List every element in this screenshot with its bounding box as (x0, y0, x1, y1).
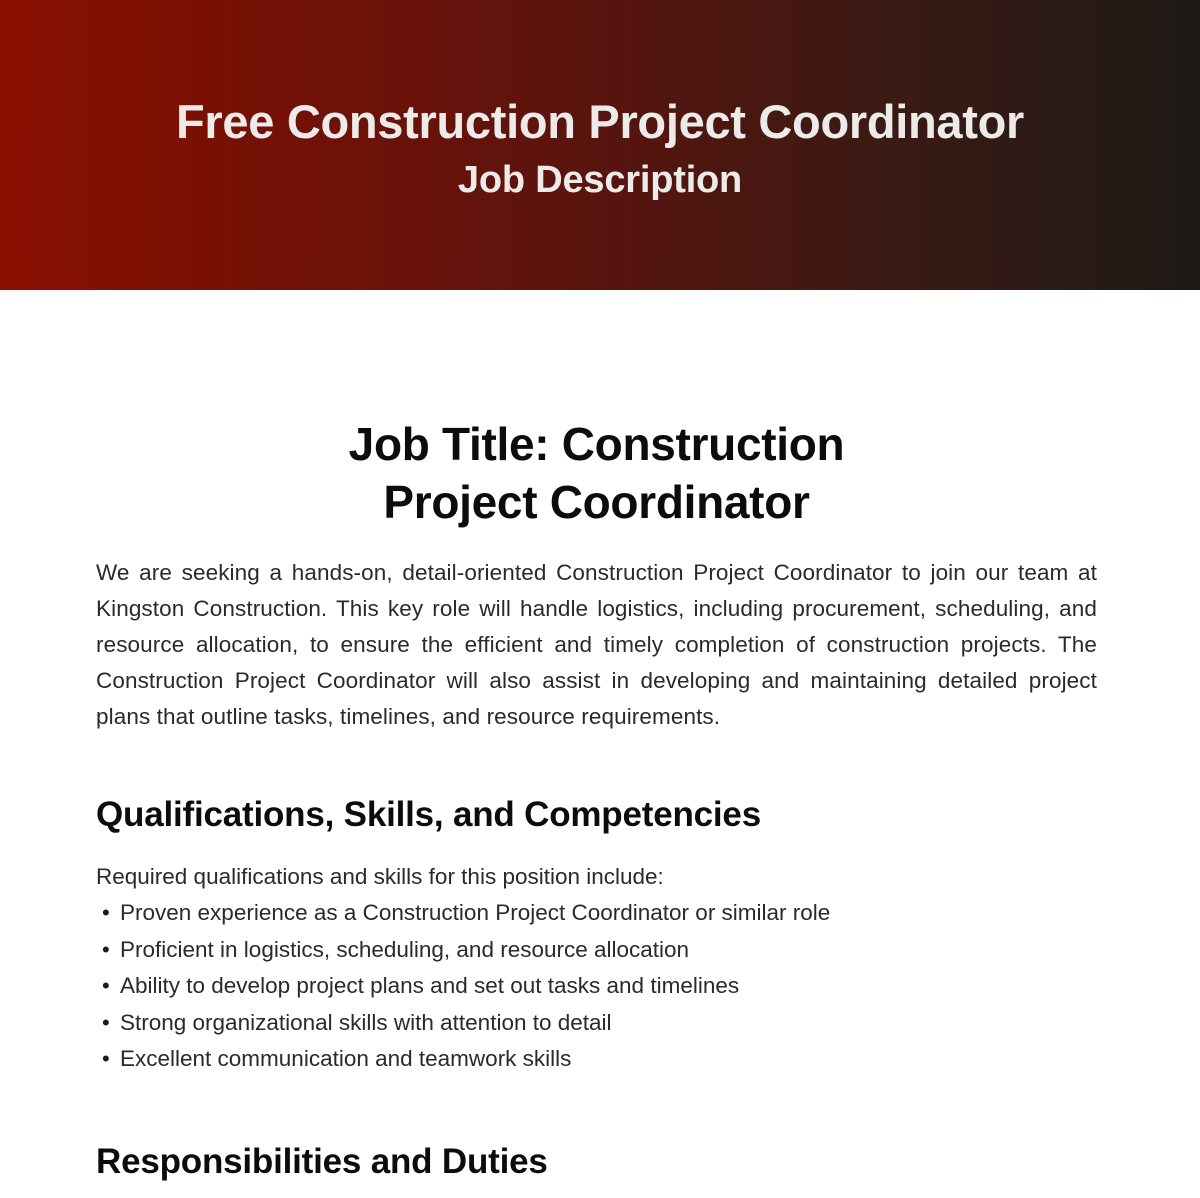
document-subtitle: Job Description (457, 159, 743, 201)
qualifications-list (96, 895, 1097, 1078)
list-item-text: Strong organizational skills with attention to detail (120, 1009, 612, 1035)
qualifications-heading: Qualifications, Skills, and Competencies (96, 795, 761, 834)
intro-paragraph: We are seeking a hands-on, detail-oriented Construction Project Coordinator to join our team at Kingston Construction. This key role will handle logistics, including procurement, scheduling, and resource allocation, to ensure the efficient and timely completion of construction projects. The Construction Project Coordinator will also assist in developing and maintaining detailed project plans that outline tasks, timelines, and resource requirements. (96, 560, 1097, 729)
bullet-icon: • (102, 1046, 110, 1071)
list-item (96, 1005, 1097, 1042)
document-body (96, 290, 1097, 1184)
document-title: Free Construction Project Coordinator (175, 95, 1025, 148)
list-item (96, 968, 1097, 1005)
bullet-icon: • (102, 936, 110, 962)
list-item-text: Proficient in logistics, scheduling, and resource allocation (120, 936, 690, 962)
list-item (96, 1041, 1097, 1078)
qualifications-section (96, 793, 1097, 1078)
list-item-text: Proven experience as a Construction Project Coordinator or similar role (120, 900, 831, 925)
document-header-banner (0, 0, 1200, 290)
responsibilities-heading: Responsibilities and Duties (96, 1141, 548, 1181)
qualifications-lead: Required qualifications and skills for this position include: (96, 864, 664, 889)
list-item (96, 895, 1097, 932)
list-item-text: Ability to develop project plans and set out tasks and timelines (120, 973, 740, 998)
job-title-line-2: Project Coordinator (383, 476, 810, 528)
list-item-text: Excellent communication and teamwork skills (120, 1046, 572, 1071)
job-title-line-1: Job Title: Construction (348, 418, 845, 470)
bullet-icon: • (102, 973, 110, 998)
responsibilities-section (96, 1140, 1097, 1184)
bullet-icon: • (102, 900, 110, 925)
bullet-icon: • (102, 1009, 110, 1035)
job-title-heading (96, 415, 1097, 531)
list-item (96, 932, 1097, 969)
